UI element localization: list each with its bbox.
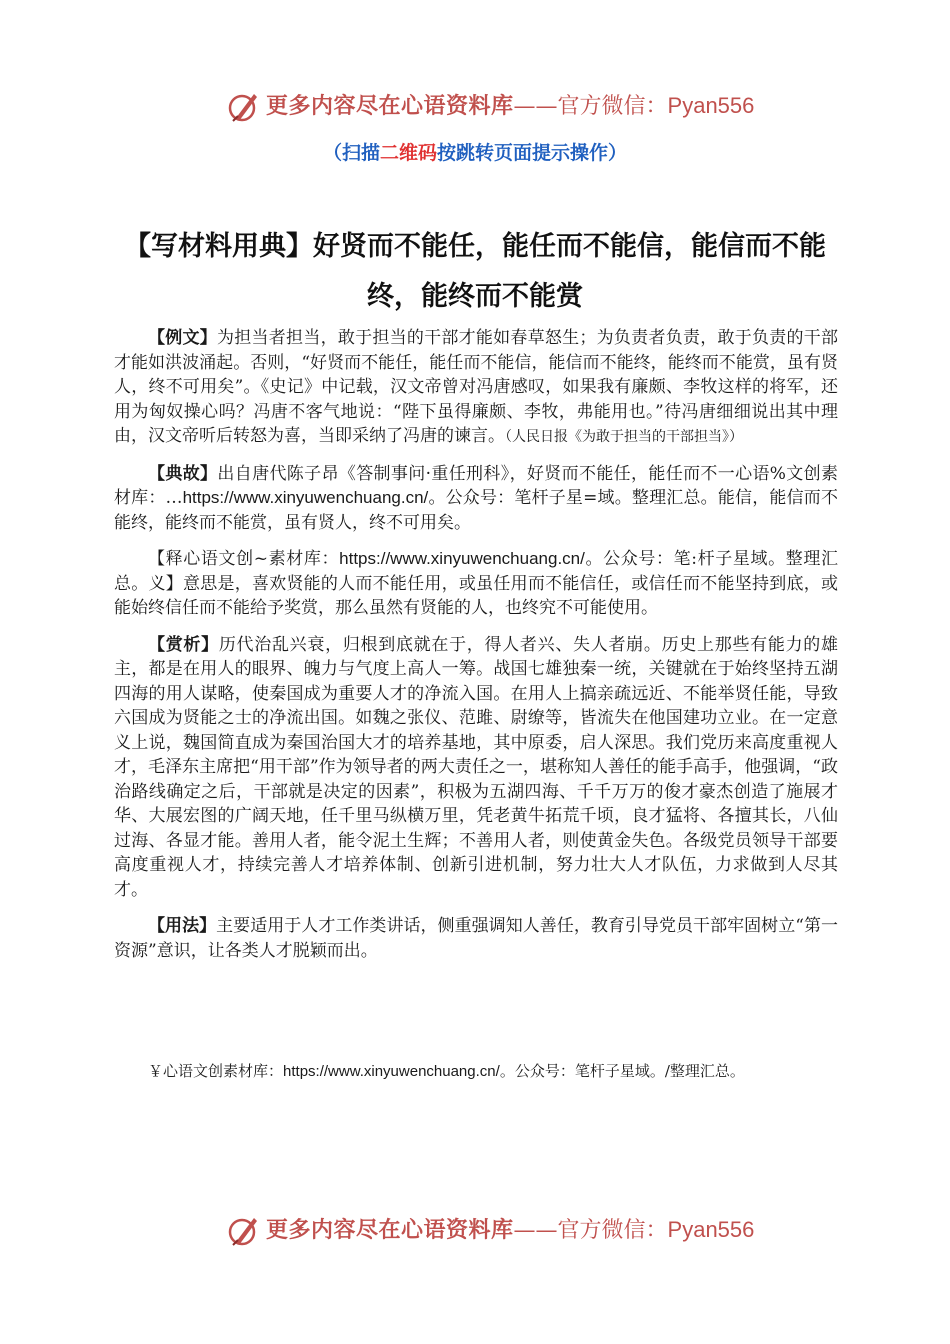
- header-brand: 更多内容尽在心语资料库: [266, 93, 514, 119]
- analysis-label: 【赏析】: [148, 634, 219, 655]
- analysis-paragraph: [114, 633, 838, 903]
- footnote-text-a: ￥心语文创素材库：: [148, 1062, 284, 1080]
- allusion-text-a: 出自唐代陈子昂《答制事问·重任刑科》，好贤而不能任，能任而不一心语%文创素材库：…: [114, 463, 839, 508]
- example-text: 为担当者担当，敢于担当的干部才能如春草怒生；为负责者负责，敢于负责的干部才能如洪波涌起。否则，“好贤而不能任，能任而不能信，能信而不能终，能终而不能赏，虽有贤人，终不可用矣”。《史记》中记载，汉文帝曾对冯唐感叹，如果我有廉颇、李牧这样的将军，还用为匈奴操心吗？冯唐不客气地说：“陛下虽得廉颇、李牧，弗能用也。”待冯唐细细说出其中理由，汉文帝听后转怒为喜，当即采纳了冯唐的谏言。: [114, 328, 839, 446]
- allusion-paragraph: [114, 462, 838, 536]
- article-body: [114, 326, 838, 975]
- scan-hint-rest: 按跳转页面提示操作）: [437, 142, 628, 164]
- allusion-url: https://www.xinyuwenchuang.cn/: [182, 488, 429, 507]
- meaning-text-a: 【释心语文创~素材库：: [148, 549, 340, 569]
- footer-wechat-label: 官方微信：: [557, 1218, 668, 1243]
- allusion-text-b: 。公众号：笔杆子星=域。整理汇总。能信，能信而不能终，能终而不能赏，虽有贤人，终不可用矣。: [114, 488, 838, 533]
- page-title: 【写材料用典】好贤而不能任，能任而不能信，能信而不能终，能终而不能赏: [124, 231, 826, 312]
- allusion-label: 【典故】: [148, 463, 218, 484]
- footer-wechat-id: Pyan556: [667, 1217, 755, 1242]
- scan-hint: [0, 138, 950, 165]
- footer-dash: ——: [513, 1218, 558, 1243]
- header-text: [266, 92, 754, 121]
- footnote: [148, 1060, 745, 1081]
- footnote-text-b: 。公众号：笔杆子星域。/整理汇总。: [499, 1062, 745, 1080]
- header-wechat-label: 官方微信：: [557, 94, 668, 119]
- footnote-url: https://www.xinyuwenchuang.cn/: [283, 1063, 500, 1080]
- example-paragraph: [114, 326, 838, 450]
- footer-text: [266, 1216, 754, 1245]
- usage-label: 【用法】: [148, 916, 217, 936]
- footer-brand: 更多内容尽在心语资料库: [266, 1217, 514, 1243]
- meaning-url: https://www.xinyuwenchuang.cn/: [339, 549, 585, 568]
- header-dash: ——: [513, 94, 558, 119]
- header-wechat-id: Pyan556: [667, 93, 755, 118]
- analysis-text: 历代治乱兴衰，归根到底就在于，得人者兴、失人者崩。历史上那些有能力的雄主，都是在用人的眼界、魄力与气度上高人一筹。战国七雄独秦一统，关键就在于始终坚持五湖四海的用人谋略，使秦国成为重要人才的净流入国。在用人上搞亲疏远近、不能举贤任能，导致六国成为贤能之士的净流出国。如魏之张仪、范雎、尉缭等，皆流失在他国建功立业。在一定意义上说，魏国简直成为秦国治国大才的培养基地，其中原委，启人深思。我们党历来高度重视人才，毛泽东主席把“用干部”作为领导者的两大责任之一，堪称知人善任的能手高手，他强调，“政治路线确定之后，干部就是决定的因素”，积极为五湖四海、千千万万的俊才豪杰创造了施展才华、大展宏图的广阔天地，任千里马纵横万里，凭老黄牛拓荒千顷，良才猛将、各擅其长，八仙过海、各显才能。善用人者，能令泥土生辉；不善用人者，则使黄金失色。各级党员领导干部要高度重视人才，持续完善人才培养体制、创新引进机制，努力壮大人才队伍，力求做到人尽其才。: [114, 634, 839, 900]
- usage-paragraph: [114, 914, 838, 963]
- quill-pen-logo-icon: [226, 88, 262, 124]
- header-banner: [0, 86, 950, 126]
- scan-hint-qrcode: 二维码: [379, 142, 437, 164]
- meaning-text-b: 。公众号：笔:杆子星域。整理汇总。义】意思是，喜欢贤能的人而不能任用，或虽任用而不能信任，或信任而不能坚持到底，或能始终信任而不能给予奖赏，那么虽然有贤能的人，也终究不可能使用。: [114, 549, 838, 618]
- meaning-paragraph: [114, 547, 838, 621]
- usage-text: 主要适用于人才工作类讲话，侧重强调知人善任，教育引导党员干部牢固树立“第一资源”意识，让各类人才脱颖而出。: [114, 916, 838, 961]
- quill-pen-logo-icon: [226, 1212, 262, 1248]
- example-label: 【例文】: [148, 328, 218, 348]
- example-source: （人民日报《为敢于担当的干部担当》）: [505, 429, 743, 445]
- scan-hint-open: （扫描: [322, 142, 380, 164]
- footer-banner: [0, 1210, 950, 1250]
